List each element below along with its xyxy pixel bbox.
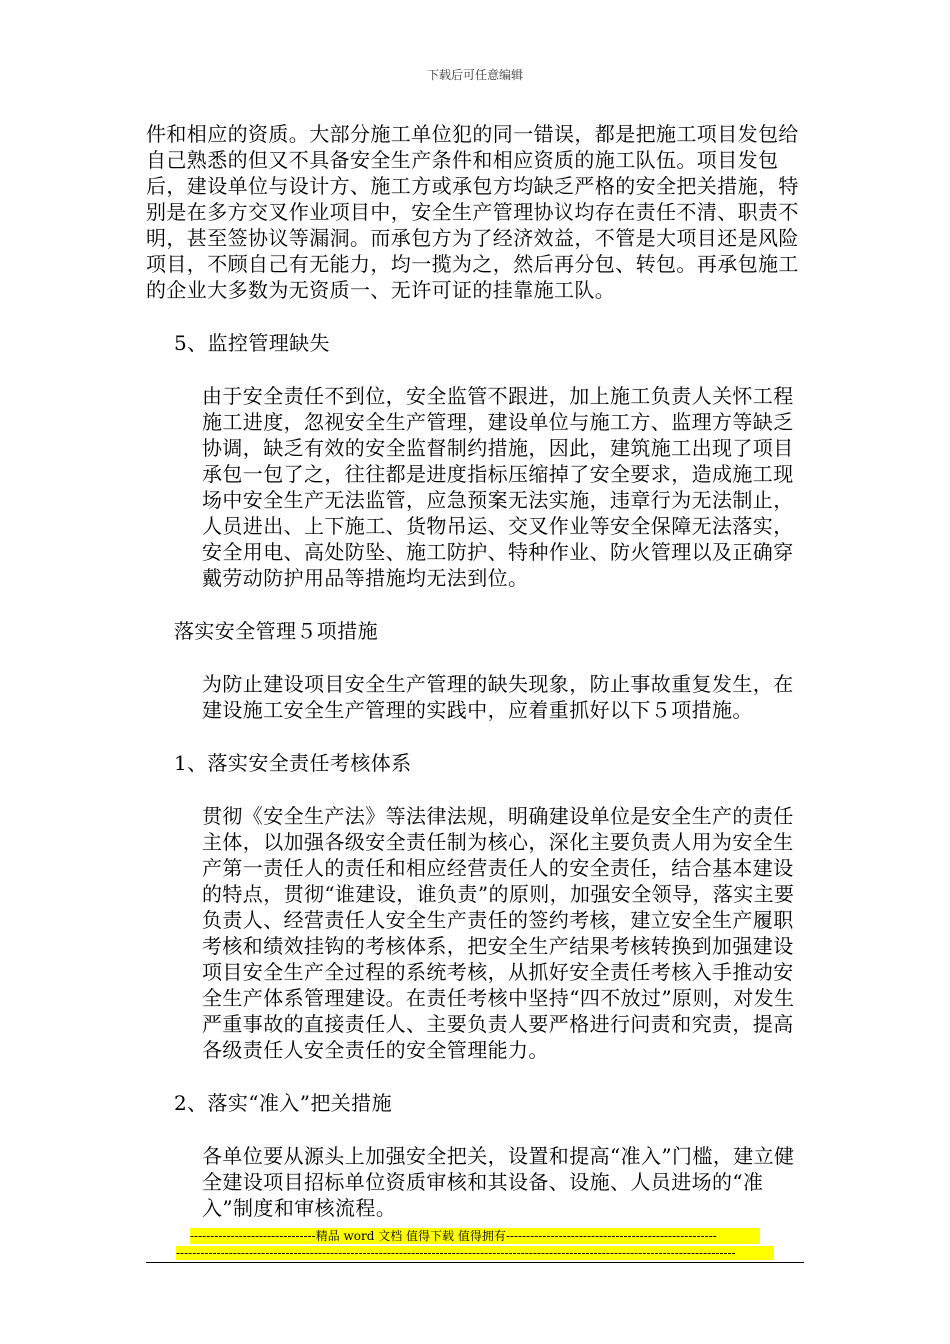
footer-dash-line: ------------------------------------------------------------------------------------------------------------------------------------------: [176, 1246, 774, 1260]
heading-responsibility-system: 1、落实安全责任考核体系: [174, 751, 412, 775]
paragraph-qualification: 件和相应的资质。大部分施工单位犯的同一错误，都是把施工项目发包给自己熟悉的但又不具备安全生产条件和相应资质的施工队伍。项目发包后，建设单位与设计方、施工方或承包方均缺乏严格的安全把关措施，特别是在多方交叉作业项目中，安全生产管理协议均存在责任不清、职责不明，甚至签协议等漏洞。而承包方为了经济效益，不管是大项目还是风险项目，不顾自己有无能力，均一揽为之，然后再分包、转包。再承包施工的企业大多数为无资质一、无许可证的挂靠施工队。: [146, 122, 799, 302]
paragraph-monitoring: 由于安全责任不到位，安全监管不跟进，加上施工负责人关怀工程施工进度，忽视安全生产管理，建设单位与施工方、监理方等缺乏协调，缺乏有效的安全监督制约措施，因此，建筑施工出现了项目承包一包了之，往往都是进度指标压缩掉了安全要求，造成施工现场中安全生产无法监管，应急预案无法实施，违章行为无法制止，人员进出、上下施工、货物吊运、交叉作业等安全保障无法落实，安全用电、高处防坠、施工防护、特种作业、防火管理以及正确穿戴劳动防护用品等措施均无法到位。: [202, 384, 794, 590]
paragraph-responsibility-system: 贯彻《安全生产法》等法律法规，明确建设单位是安全生产的责任主体，以加强各级安全责任制为核心，深化主要负责人用为安全生产第一责任人的责任和相应经营责任人的安全责任，结合基本建设的特点，贯彻“谁建设，谁负责”的原则，加强安全领导，落实主要负责人、经营责任人安全生产责任的签约考核，建立安全生产履职考核和绩效挂钩的考核体系，把安全生产结果考核转换到加强建设项目安全生产全过程的系统考核，从抓好安全责任考核入手推动安全生产体系管理建设。在责任考核中坚持“四不放过”原则，对发生严重事故的直接责任人、主要负责人要严格进行问责和究责，提高各级责任人安全责任的安全管理能力。: [202, 804, 795, 1062]
page-header: 下载后可任意编辑: [426, 68, 523, 82]
paragraph-access-control: 各单位要从源头上加强安全把关，设置和提高“准入”门槛，建立健全建设项目招标单位资质审核和其设备、设施、人员进场的“准入”制度和审核流程。: [202, 1144, 795, 1220]
footer-rule: [146, 1262, 804, 1263]
heading-monitoring-missing: 5、监控管理缺失: [174, 331, 330, 355]
paragraph-five-measures-intro: 为防止建设项目安全生产管理的缺失现象，防止事故重复发生，在建设施工安全生产管理的实践中，应着重抓好以下５项措施。: [202, 672, 794, 722]
heading-five-measures: 落实安全管理５项措施: [174, 619, 378, 643]
document-body: [146, 121, 812, 1221]
footer-banner-text: -------------------------------精品 word 文档 值得下载 值得拥有----------------------------------------------------: [190, 1228, 760, 1244]
heading-access-control: 2、落实“准入”把关措施: [174, 1091, 392, 1115]
